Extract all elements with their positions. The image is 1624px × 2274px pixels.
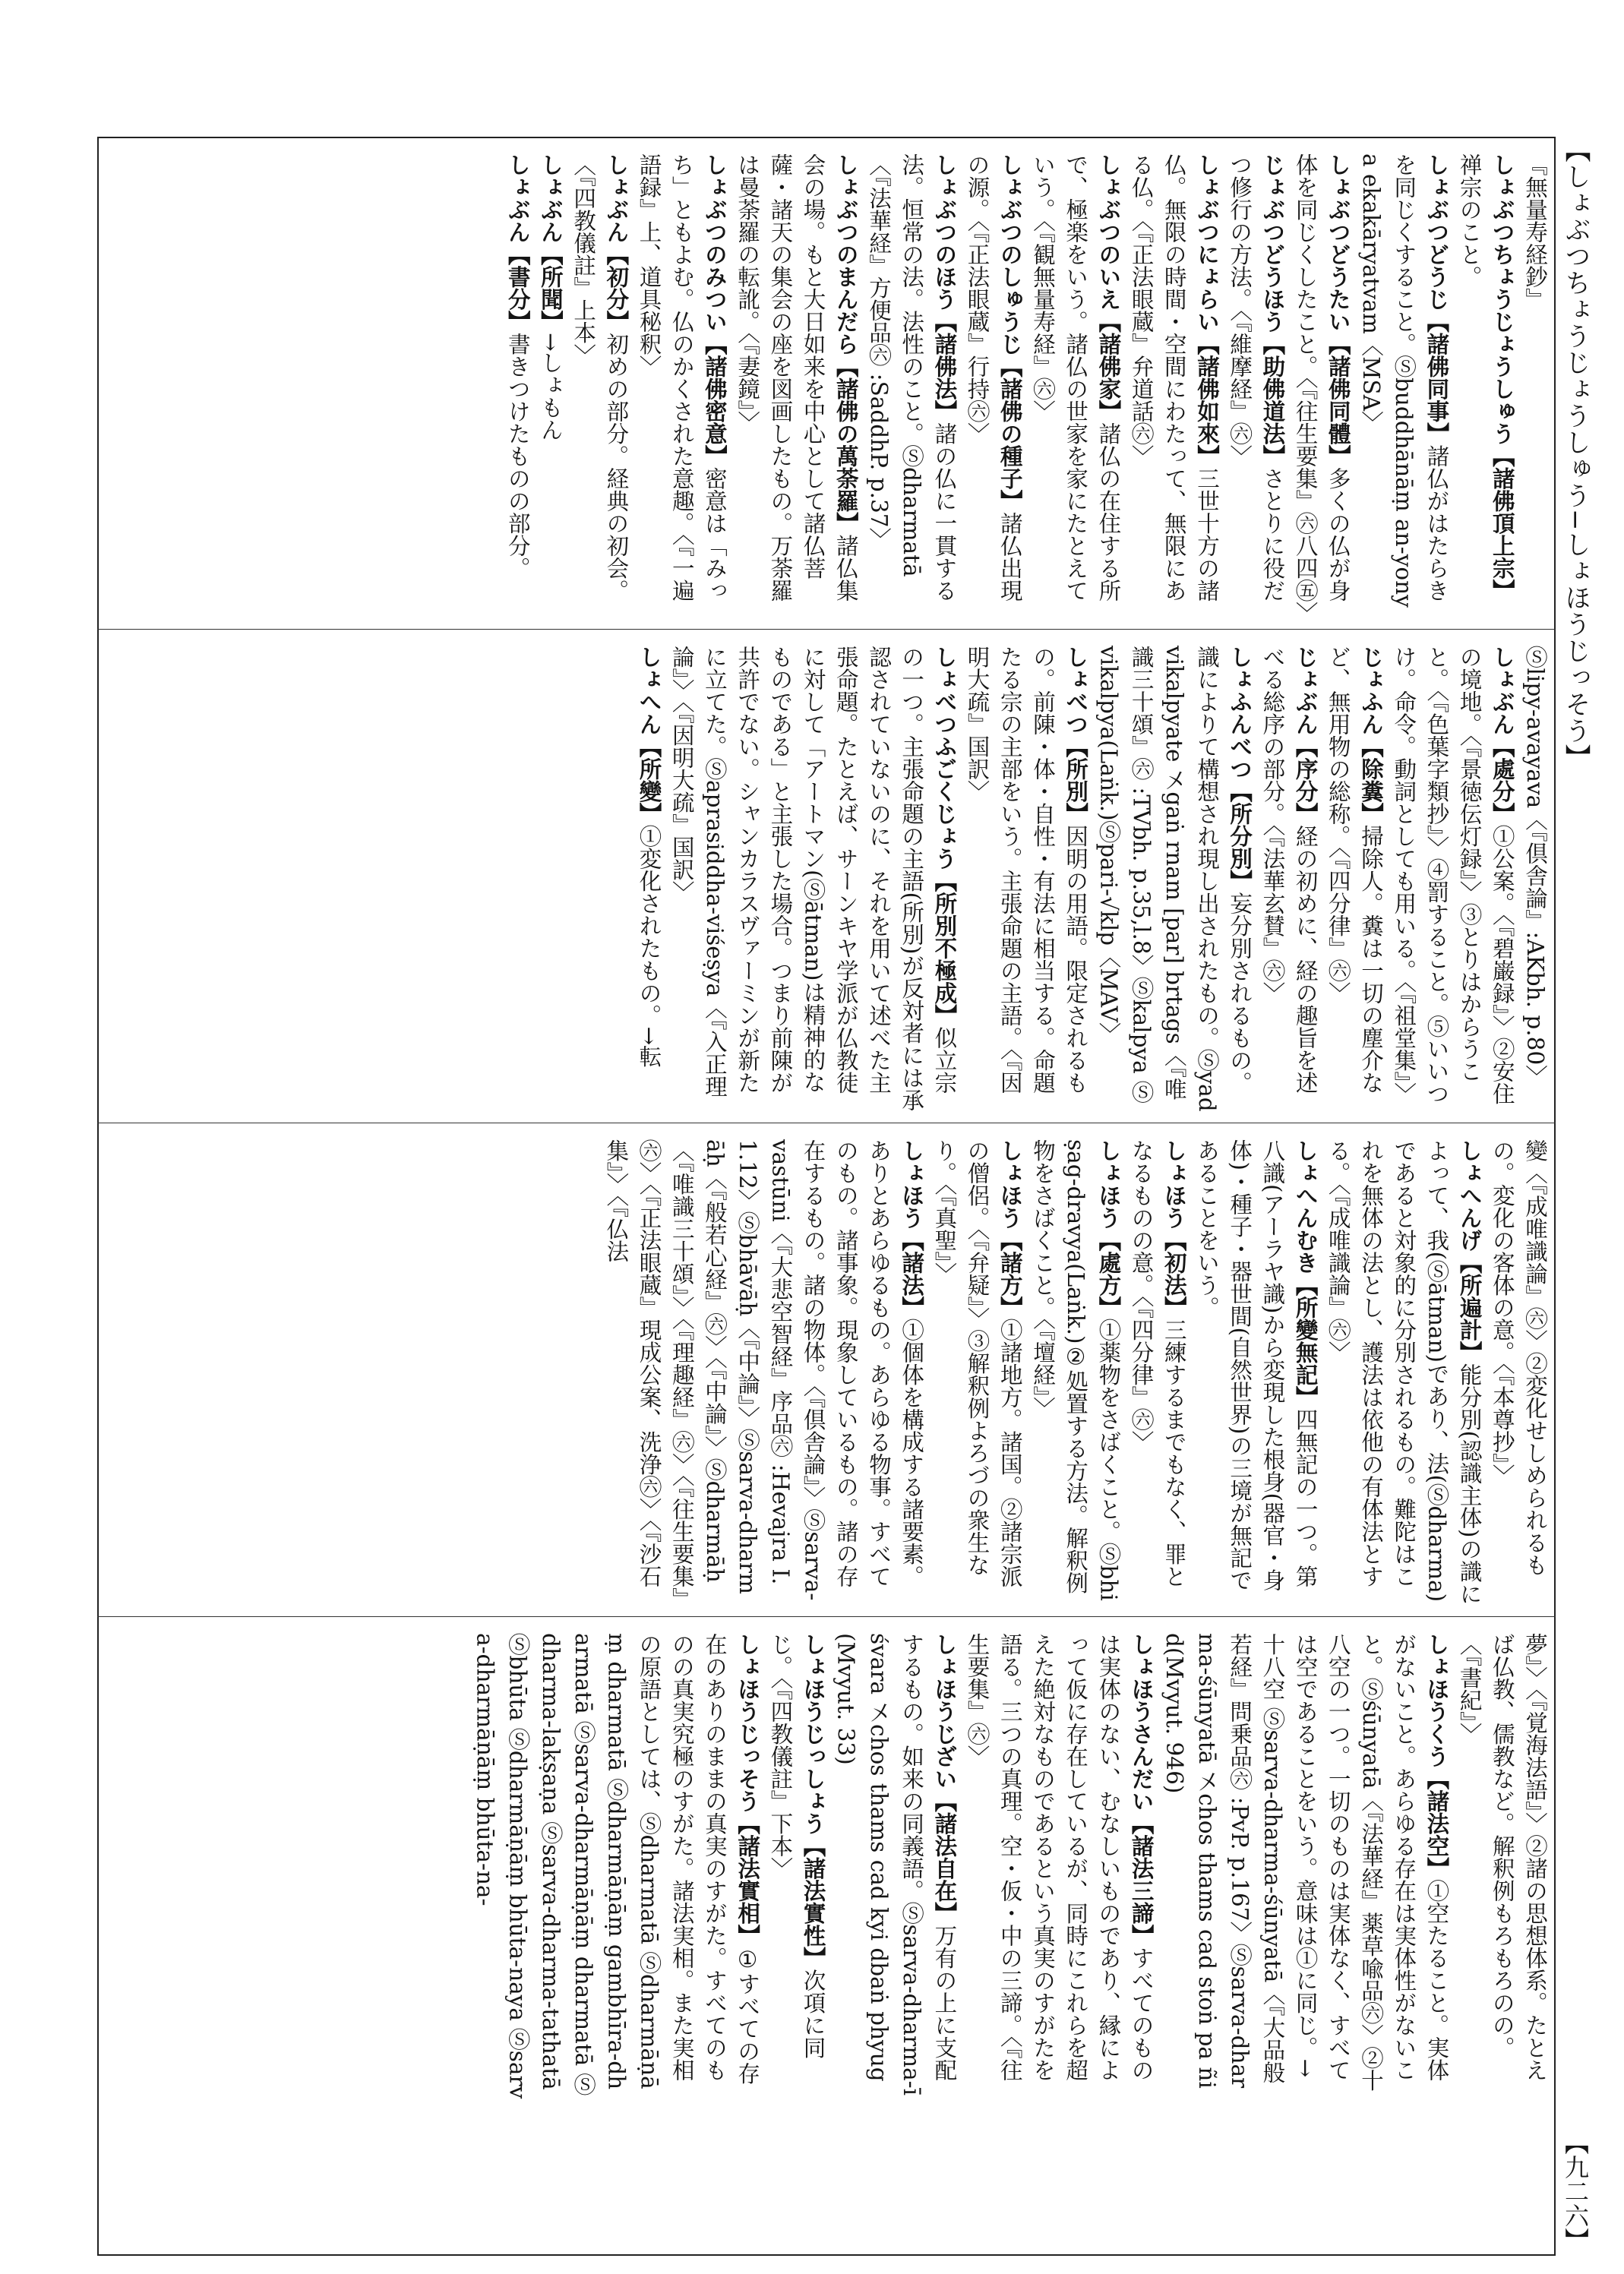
dictionary-entry (567, 153, 632, 620)
dictionary-entry (1486, 1139, 1551, 1606)
entry-definition: 諸仏出現の源。〈『正法眼蔵』行持㊅〉 (964, 153, 1023, 602)
entry-definition: 三世十方の諸仏。無限の時間・空間にわたって、無限にある仏。〈『正法眼蔵』弁道話㊅〉 (1128, 153, 1220, 602)
entry-reading: しょほう (899, 1139, 925, 1229)
tier-divider-1 (97, 629, 1556, 630)
tier-3 (97, 1126, 1556, 1613)
entry-headword: 【諸佛の萬荼羅】 (833, 355, 859, 535)
entry-definition: 禅宗のこと。 (1456, 153, 1483, 288)
entry-headword: 【序分】 (1292, 735, 1319, 825)
dictionary-entry (829, 1633, 961, 2099)
entry-definition: →しょもん (537, 333, 564, 441)
dictionary-entry (1158, 1633, 1453, 2099)
dictionary-entry (1092, 646, 1256, 1112)
running-head: 【しょぶつちょうじょうしゅう−しょほうじっそう】 (1560, 137, 1591, 771)
entry-headword: 【除糞】 (1357, 735, 1384, 825)
entry-definition: 密意は「みっち」ともよむ。仏のかくされた意趣。〈『一遍語録』上、道具秘釈〉 (636, 153, 728, 602)
entry-reading: じょぶつどうほう (1259, 153, 1286, 333)
entry-reading: しょぶん (537, 153, 564, 243)
entry-headword: 【初法】 (1161, 1229, 1187, 1319)
dictionary-entry (1452, 1633, 1551, 2099)
entry-definition: 掃除人。糞は一切の塵介など、無用物の総称。〈『四分律』㊅〉 (1325, 646, 1384, 1094)
entry-headword: 【諸佛法】 (931, 310, 958, 422)
dictionary-entry (960, 153, 1025, 620)
entry-definition: 夢』〉〈『覚海法語』〉②諸の思想体系。たとえば仏教、儒教など。解釈例もろもろのの。〈『書紀』〉 (1456, 1633, 1548, 2081)
entry-headword: 【所變無記】 (1292, 1274, 1319, 1408)
entry-reading: しょへんげ (1456, 1139, 1483, 1252)
entry-definition: 變〈『成唯識論』㊅〉②変化せしめられるもの。変化の客体の意。〈『本尊抄』〉 (1489, 1139, 1548, 1577)
tier-divider-3 (97, 1616, 1556, 1617)
dictionary-entry (731, 153, 862, 620)
tier-4 (97, 1619, 1556, 2107)
dictionary-entry (1452, 153, 1518, 620)
page-number: 【九二六】 (1561, 2130, 1590, 2252)
entry-definition: さとりに役だつ修行の方法。〈『維摩経』㊅〉 (1227, 153, 1286, 602)
entry-reading: しょぶつちょうじょうしゅう (1489, 153, 1515, 445)
entry-headword: 【諸佛同事】 (1423, 310, 1450, 445)
entry-reading: しょぶん (504, 153, 531, 243)
entry-definition: 初めの部分。経典の初会。〈『四教儀註』上本〉 (570, 153, 630, 602)
entry-reading: しょぶつにょらい (1193, 153, 1220, 333)
entry-headword: 【所聞】 (537, 243, 564, 333)
entry-definition: 『無量寿経鈔』 (1522, 153, 1548, 311)
entry-reading: しょぶつどうじ (1423, 153, 1450, 311)
entry-definition: 因明の用語。限定されるもの。前陳・体・自性・有法に相当する。命題たる宗の主部をいう。主張命題の主語。〈『因明大疏』国訳〉 (964, 646, 1089, 1094)
dictionary-entry (1387, 646, 1518, 1112)
entry-headword: 【諸佛密意】 (701, 333, 728, 467)
entry-reading: しょへん (636, 646, 662, 735)
entry-definition: 四無記の一つ。第八識(アーラヤ識)から変現した根身(器官・身体)・種子・器世間(自然世界)の三境が無記であることをいう。 (1193, 1139, 1319, 1592)
entry-headword: 【諸法空】 (1423, 1767, 1450, 1880)
entry-definition: 妄分別されるもの。識によりて構想され現し出されたもの。Ⓢyad vikalpyate 㐅gaṅ rnam [par] brtags〈『唯識三十頌』㊅ :TVbh. p.35,l.8〉Ⓢkalpya Ⓢvikalpya(Laṅk.)Ⓢpari-√klp〈MAV〉 (1095, 646, 1253, 1112)
dictionary-entry (1288, 153, 1354, 624)
entry-definition: ①変化されたもの。→転 (636, 825, 662, 1068)
entry-definition: ①諸地方。諸国。②諸宗派の僧侶。〈『弁疑』〉③解釈例よろづの衆生なり。〈『真聖』〉 (931, 1139, 1023, 1587)
entry-definition: 経の初めに、経の趣旨を述べる総序の部分。〈『法華玄賛』㊅〉 (1259, 646, 1319, 1094)
entry-headword: 【諸佛同體】 (1325, 333, 1351, 467)
entry-definition: 諸の仏に一貫する法。恒常の法。法性のこと。Ⓢdharmatā〈『法華経』方便品㊅ :SaddhP. p.37〉 (865, 153, 958, 602)
dictionary-entry (1124, 1139, 1190, 1606)
dictionary-entry (1190, 1139, 1322, 1606)
dictionary-entry (927, 1139, 1026, 1606)
dictionary-entry (534, 153, 567, 620)
entry-definition: ①すべての存在のありのままの真実のすがた。すべてのものの真実究極のすがた。諸法実相。また実相の原語としては、Ⓢdharmatā Ⓢdharmāṇāṃ dharmatā Ⓢdharmāṇāṃ gambhīra-dharmatā Ⓢsarva-dharmāṇāṃ dharmatā Ⓢdharma-lakṣaṇa Ⓢsarva-dharma-tathatā Ⓢbhūta Ⓢdharmāṇāṃ bhūta-naya Ⓢsarva-dharmāṇāṃ bhūta-na- (472, 1633, 761, 2099)
dictionary-entry (862, 153, 961, 620)
entry-reading: しょぶん (1489, 646, 1515, 735)
dictionary-entry (1256, 646, 1321, 1112)
entry-definition: Ⓢlipy-avayava〈『倶舎論』:AKbh. p.80〉 (1522, 646, 1548, 1088)
entry-reading: じょふん (1357, 646, 1384, 735)
entry-reading: しょほうじっしょう (800, 1633, 826, 1835)
entry-reading: しょほう (1095, 1139, 1122, 1229)
dictionary-entry (665, 646, 961, 1112)
entry-definition: 三練するまでもなく、罪となるものの意。〈『四分律』㊅〉 (1128, 1139, 1187, 1587)
dictionary-entry (960, 1633, 1157, 2099)
dictionary-entry (1026, 1139, 1125, 1606)
entry-headword: 【助佛道法】 (1259, 333, 1286, 467)
entry-reading: しょほう (1161, 1139, 1187, 1229)
dictionary-entry (1518, 153, 1551, 620)
entry-headword: 【諸法實相】 (735, 1812, 761, 1947)
dictionary-entry (960, 646, 1092, 1112)
entry-reading: しょべつ (1063, 646, 1089, 735)
entry-headword: 【諸佛家】 (1095, 310, 1122, 422)
entry-definition: ①個体を構成する諸要素。ありとあらゆるもの。あらゆる物事。すべてのもの。諸事象。現象しているもの。諸の存在するもの。諸の物体。〈『倶舎論』〉Ⓢsarva-vastūni〈『大悲空智経』序品㊅ :Hevajra I.1.12〉Ⓢbhāvāḥ〈『中論』〉Ⓢsarva-dharmāḥ〈『般若心経』㊅〉〈『中論』〉Ⓢdharmāḥ〈『唯識三十頌』〉〈『理趣経』㊅〉〈『往生要集』㊅〉〈『正法眼蔵』現成公案、洗浄㊅〉〈『沙石集』〉〈『仏法 (603, 1139, 925, 1601)
dictionary-entry (468, 1633, 763, 2099)
entry-definition: 諸仏集会の場。もと大日如来を中心として諸仏菩薩・諸天の集会の座を図画したもの。万荼羅は曼荼羅の転訛。〈『妻鏡』〉 (735, 153, 859, 602)
entry-definition: 似立宗の一つ。主張命題の主語(所別)が反対者には承認されていないのに、それを用いて述べた主張命題。たとえば、サーンキヤ学派が仏教徒に対して「アートマン(Ⓢātman)は精神的なものである」と主張した場合。つまり前陳が共許でない。シャンカラスヴァーミンが新たに立てた。Ⓢaprasiddha-viśeṣya〈『入正理論』〉〈『因明大疏』国訳〉 (668, 646, 958, 1112)
entry-reading: しょほうくう (1423, 1633, 1450, 1767)
entry-reading: しょぶん (603, 153, 630, 243)
entry-headword: 【諸佛の種子】 (997, 355, 1023, 512)
entry-headword: 【諸佛頂上宗】 (1489, 444, 1515, 602)
entry-reading: しょほうじっそう (735, 1633, 761, 1812)
dictionary-entry (1026, 153, 1125, 620)
tier-3-text (97, 1126, 1556, 1613)
dictionary-entry (1518, 646, 1551, 1112)
tier-2-text (97, 632, 1556, 1120)
entry-definition: 諸仏がはたらきを同じくすること。Ⓢbuddhānāṃ an-yonya ekakāryatvam〈MSA〉 (1357, 153, 1450, 608)
dictionary-entry (501, 153, 534, 620)
entry-headword: 【所別】 (1063, 735, 1089, 825)
entry-definition: 万有の上に支配するもの。如来の同義語。Ⓢsarva-dharma-īśvara 㐅chos thams cad kyi dbaṅ phyug(Mvyut. 33) (833, 1633, 958, 2096)
entry-definition: 書きつけたものの部分。 (504, 333, 531, 580)
entry-headword: 【處分】 (1489, 735, 1515, 825)
entry-headword: 【諸法】 (899, 1229, 925, 1319)
entry-definition: 諸仏の在住する所で、極楽をいう。諸仏の世家を家にたとえていう。〈『観無量寿経』㊅〉 (1029, 153, 1122, 602)
entry-reading: しょふんべつ (1227, 646, 1253, 780)
entry-definition: 次項に同じ。〈『四教儀註』下本〉 (767, 1633, 826, 2059)
tier-1-text (97, 140, 1556, 627)
tier-1 (97, 140, 1556, 627)
entry-headword: 【書分】 (504, 243, 531, 333)
tier-4-text (97, 1619, 1556, 2107)
entry-reading: しょほう (997, 1139, 1023, 1229)
tier-2 (97, 632, 1556, 1120)
entry-reading: しょぶつどうたい (1325, 153, 1351, 333)
dictionary-entry (632, 153, 731, 620)
entry-reading: しょほうさんだい (1128, 1633, 1155, 1812)
entry-reading: じょぶん (1292, 646, 1319, 735)
entry-reading: しょほうじざい (931, 1633, 958, 1790)
entry-definition: ①空たること。実体がないこと。あらゆる存在は実体性がないこと。Ⓢśūnyatā〈『法華経』薬草喩品㊅〉②十八空の一つ。一切のものは実体なく、すべては空であることをいう。意味は①に同じ。→十八空 Ⓢsarva-dharma-śūnyatā〈『大品般若経』問乗品㊅ :PvP. p.167〉Ⓢsarva-dharma-śūnyatā 㐅chos thams cad stoṅ pa ñid(Mvyut. 946) (1161, 1633, 1450, 2092)
dictionary-entry (1124, 153, 1223, 620)
entry-definition: すべてのものは実体のない、むなしいものであり、縁によって仮に存在しているが、同時にこれらを超えた絶対なものであるという真実のすがたを語る。三つの真理。空・仮・中の三諦。〈『往生要集』㊅〉 (964, 1633, 1155, 2081)
entry-headword: 【諸佛如來】 (1193, 333, 1220, 467)
entry-headword: 【處方】 (1095, 1229, 1122, 1319)
entry-reading: しょぶつのまんだら (833, 153, 859, 355)
entry-definition: 多くの仏が身体を同じくしたこと。〈『往生要集』㊅八四㊄〉 (1292, 153, 1351, 624)
entry-headword: 【所別不極成】 (931, 870, 958, 1027)
entry-definition: ①薬物をさばくこと。Ⓢbhiṣag-dravya(Laṅk.)②処置する方法。解釈例物をさばくこと。〈『壇経』〉 (1029, 1139, 1122, 1601)
entry-reading: しょべつふごくじょう (931, 646, 958, 870)
entry-reading: しょぶつのいえ (1095, 153, 1122, 311)
entry-headword: 【諸方】 (997, 1229, 1023, 1319)
dictionary-entry (763, 1633, 829, 2099)
dictionary-entry (1322, 646, 1387, 1112)
entry-headword: 【諸法自在】 (931, 1789, 958, 1925)
dictionary-entry (599, 1139, 927, 1606)
entry-reading: しょぶつのみつい (701, 153, 728, 333)
entry-headword: 【諸法實性】 (800, 1834, 826, 1969)
entry-definition: 能分別(認識主体)の識によって、我(Ⓢātman)であり、法(Ⓢdharma)であると対象的に分別されるもの。難陀はこれを無体の法とし、護法は依他の有体法とする。〈『成唯識論』㊅〉 (1325, 1139, 1483, 1606)
entry-headword: 【所遍計】 (1456, 1251, 1483, 1363)
entry-headword: 【初分】 (603, 243, 630, 333)
entry-definition: ①公案。〈『碧巌録』〉②安住の境地。〈『景徳伝灯録』〉③とりはからうこと。〈『色葉字類抄』〉④罰すること。⑤いいつけ。命令。動詞としても用いる。〈『祖堂集』〉 (1391, 646, 1515, 1105)
entry-headword: 【諸法三諦】 (1128, 1812, 1155, 1947)
entry-headword: 【所分別】 (1227, 780, 1253, 892)
dictionary-entry (1223, 153, 1288, 620)
dictionary-entry (632, 646, 665, 1112)
dictionary-entry (1322, 1139, 1486, 1606)
dictionary-entry (1354, 153, 1453, 620)
entry-reading: しょぶつのしゅうじ (997, 153, 1023, 355)
entry-reading: しょへんむき (1292, 1139, 1319, 1274)
entry-reading: しょぶつのほう (931, 153, 958, 311)
entry-headword: 【所變】 (636, 735, 662, 825)
